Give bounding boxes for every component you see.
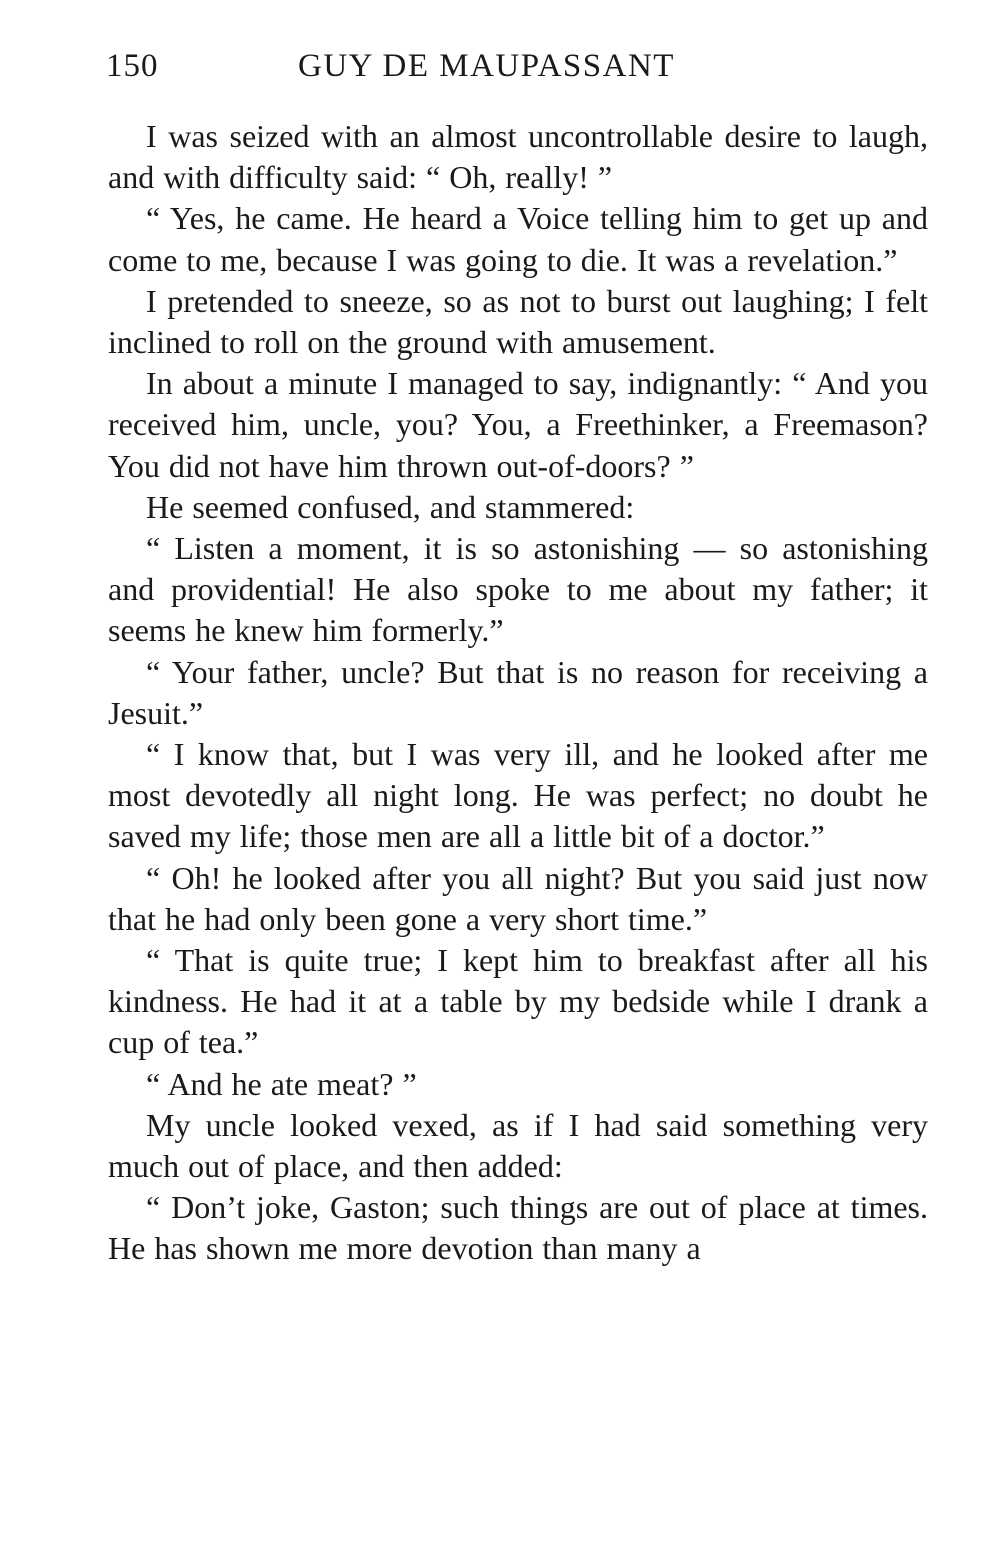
paragraph: My uncle looked vexed, as if I had said something very much out of place, and then added: xyxy=(108,1106,928,1185)
paragraph: “ And he ate meat? ” xyxy=(146,1065,417,1102)
page-number: 150 xyxy=(106,48,159,84)
paragraph: “ That is quite true; I kept him to breakfast after all his kindness. He had it at a table by my bedside while I drank a cup of tea.” xyxy=(108,942,928,1061)
paragraph: “ Yes, he came. He heard a Voice telling him to get up and come to me, because I was going to die. It was a revelation.” xyxy=(108,200,928,278)
running-head xyxy=(106,42,928,92)
running-title: GUY DE MAUPASSANT xyxy=(298,48,675,84)
paragraph: “ Listen a moment, it is so astonishing — so astonishing and providential! He also spoke to me about my father; it seems he knew him formerly.” xyxy=(108,530,928,649)
paragraph: “ I know that, but I was very ill, and he looked after me most devotedly all night long. He was perfect; no doubt he saved my life; those men are all a little bit of a doctor.” xyxy=(108,736,928,855)
paragraph: I was seized with an almost uncontrollable desire to laugh, and with difficulty said: “ Oh, really! ” xyxy=(108,118,928,196)
body-text xyxy=(108,116,928,1270)
paragraph: “ Oh! he looked after you all night? But you said just now that he had only been gone a very short time.” xyxy=(108,859,928,937)
paragraph: He seemed confused, and stammered: xyxy=(146,488,635,525)
paragraph: In about a minute I managed to say, indignantly: “ And you received him, uncle, you? You, a Freethinker, a Freemason? You did not have him thrown out-of-doors? ” xyxy=(108,365,928,484)
paragraph: “ Don’t joke, Gaston; such things are out of place at times. He has shown me more devotion than many a xyxy=(108,1189,928,1267)
paragraph: “ Your father, uncle? But that is no reason for receiving a Jesuit.” xyxy=(108,653,928,731)
paragraph: I pretended to sneeze, so as not to burst out laughing; I felt inclined to roll on the ground with amusement. xyxy=(108,282,928,361)
